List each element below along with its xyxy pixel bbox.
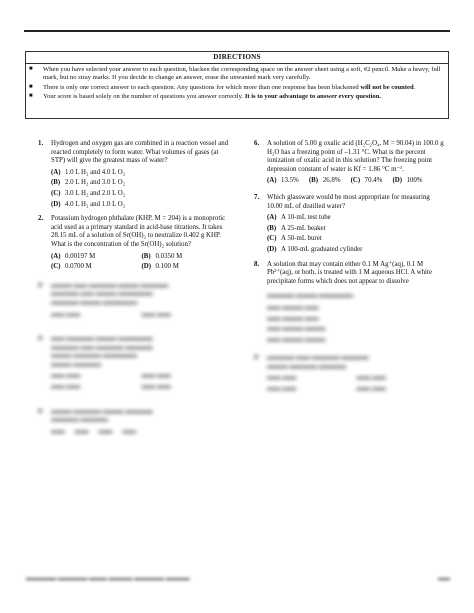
- question-stem: Hydrogen and oxygen gas are combined in a reaction vessel and reacted completely to form water. What volumes of gases (at STP) will give the greatest mass of water?: [51, 140, 229, 165]
- option-c[interactable]: (C) A 50-mL buret: [267, 235, 322, 243]
- bullet-icon: ■: [29, 83, 33, 90]
- question-number: 8.: [254, 260, 260, 268]
- option-b[interactable]: (B) 2.0 L H₂ and 3.0 L O₂: [51, 179, 126, 187]
- directions-title: DIRECTIONS: [26, 52, 448, 64]
- question-stem: A solution that may contain either 0.1 M Ag⁺(aq), 0.1 M Pb²⁺(aq), or both, is treated with 1 M aqueous HCl. A white precipitate forms which does not appear to dissolve: [267, 260, 432, 285]
- bullet-icon: ■: [29, 66, 33, 72]
- option-a[interactable]: (A) 1.0 L H₂ and 4.0 L O₂: [51, 168, 126, 176]
- option-a[interactable]: (A) A 10-mL test tube: [267, 214, 331, 222]
- options: [51, 253, 232, 274]
- option-d[interactable]: (D) 4.0 L H₂ and 1.0 L O₂: [51, 200, 126, 208]
- directions-item: ■ Your score is based solely on the number of questions you answer correctly. It is to your advantage to answer every question.: [29, 93, 382, 101]
- question-stem: Potassium hydrogen phthalate (KHP, M = 204) is a monoprotic acid used as a primary standard in acid-base titrations. It takes 28.15 mL of a solution of Sr(OH)₂ to neutralize 0.402 g KHP. What is the concentration of the Sr(OH)₂ solution?: [51, 215, 226, 248]
- top-rule: [24, 30, 450, 32]
- page-footer: ▬▬▬▬▬ ▬▬▬▬▬ ▬▬▬ ▬▬▬▬ ▬▬▬▬▬ ▬▬▬▬ ▬▬: [26, 576, 450, 582]
- question-2: [38, 215, 232, 274]
- question-number: 6.: [254, 140, 260, 147]
- option-d[interactable]: (D) A 100-mL graduated cylinder: [267, 245, 363, 253]
- options: [267, 177, 446, 188]
- question-8: [254, 261, 446, 287]
- right-column: [254, 140, 446, 402]
- directions-item: ■ When you have selected your answer to each question, blacken the corresponding space on the answer sheet using a soft, #2 pencil. Make a heavy, full mark, but no stray marks. If you decide to change an answer, erase the unwanted mark very carefully.: [29, 66, 441, 81]
- option-a[interactable]: (A) 0.00197 M: [51, 252, 96, 260]
- question-7: [254, 194, 446, 255]
- option-c[interactable]: (C) 70.4%: [350, 177, 383, 185]
- blurred-questions: ■ ▬▬▬ ▬▬ ▬▬▬▬ ▬▬▬ ▬▬▬▬ ▬▬▬▬ ▬▬ ▬▬▬ ▬▬▬▬▬ ▬▬▬▬ ▬▬▬ ▬▬▬▬▬ ▬▬ ▬▬ ▬▬ ▬▬ ■ ▬▬ ▬▬▬▬ ▬▬▬ ▬▬▬▬▬ ▬▬▬▬ ▬▬ ▬▬▬▬ ▬▬▬▬ ▬▬▬ ▬▬▬▬ ▬▬▬▬▬ ▬▬▬ ▬▬▬▬ ▬▬ ▬▬ ▬▬ ▬▬ ▬▬ ▬▬ ▬▬ ▬▬ ■ ▬▬▬ ▬▬▬▬ ▬▬▬ ▬▬▬▬ ▬▬▬▬ ▬▬▬▬ ▬▬ ▬▬ ▬▬ ▬▬: [38, 281, 171, 435]
- options: [51, 169, 232, 209]
- question-1: [38, 140, 232, 209]
- question-stem: Which glassware would be most appropriate for measuring 10.00 mL of distilled water?: [267, 193, 430, 210]
- option-b[interactable]: (B) 0.0350 M: [141, 252, 183, 260]
- directions-box: [25, 51, 449, 119]
- question-number: 7.: [254, 193, 260, 201]
- option-d[interactable]: (D) 0.100 M: [141, 263, 179, 271]
- left-column: [38, 140, 232, 442]
- option-a[interactable]: (A) 13.5%: [267, 177, 299, 185]
- question-6: [254, 140, 446, 188]
- option-b[interactable]: (B) A 25-mL beaker: [267, 224, 326, 232]
- option-b[interactable]: (B) 26.8%: [308, 177, 341, 185]
- blurred-questions: ▬▬▬▬ ▬▬▬ ▬▬▬▬▬ ▬▬ ▬▬▬ ▬▬ ▬▬ ▬▬▬ ▬▬ ▬▬ ▬▬▬ ▬▬▬ ▬▬ ▬▬▬ ▬▬▬ ■ ▬▬▬▬ ▬▬ ▬▬▬▬ ▬▬▬▬ ▬▬▬ ▬▬▬▬ ▬▬▬▬ ▬▬ ▬▬ ▬▬ ▬▬ ▬▬ ▬▬ ▬▬ ▬▬: [254, 292, 386, 393]
- question-stem: A solution of 5.00 g oxalic acid (H₂C₂O₄, M = 90.04) in 100.0 g H₂O has a freezing point of –1.31 °C. What is the percent ionization of oxalic acid in this solution? The freezing point depression constant of water is Kf = 1.86 °C m⁻¹.: [267, 140, 444, 173]
- option-c[interactable]: (C) 0.0700 M: [51, 263, 92, 271]
- question-number: 2.: [38, 215, 44, 223]
- option-c[interactable]: (C) 3.0 L H₂ and 2.0 L O₂: [51, 189, 126, 197]
- option-d[interactable]: (D) 100%: [392, 177, 423, 185]
- bullet-icon: ■: [29, 93, 33, 100]
- directions-list: [26, 64, 448, 101]
- question-number: 1.: [38, 140, 44, 147]
- options: [267, 214, 446, 254]
- directions-item: ■ There is only one correct answer to each question. Any questions for which more than one response has been blackened will not be counted.: [29, 83, 416, 91]
